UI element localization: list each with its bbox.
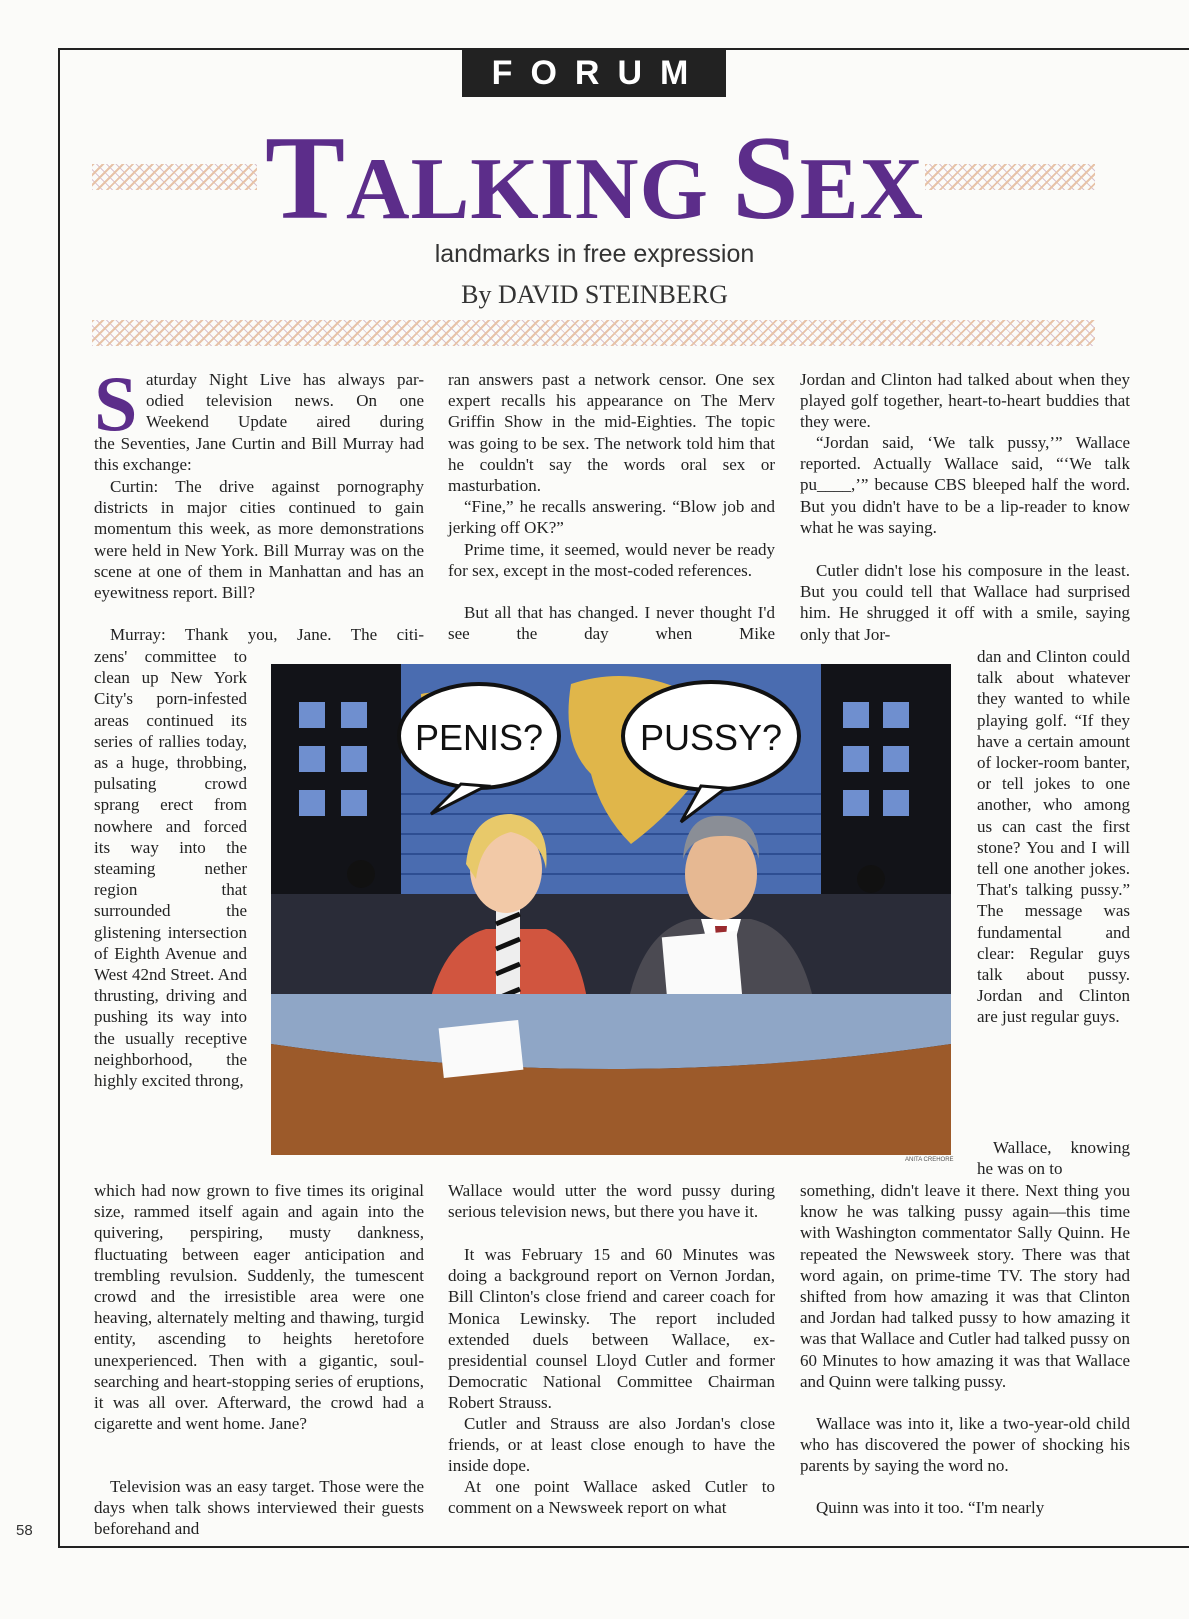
newsroom-background (271, 894, 951, 994)
illustration-credit: ANITA CREHORE (905, 1157, 954, 1163)
headline-initial-t: T (265, 111, 347, 244)
text-line: Weekend Update aired during (146, 412, 424, 432)
col3-paragraph-3-narrow: dan and Clinton could talk about whatever they wanted to while playing golf. “If they have a certain amount of locker-room banter, or tell jokes to one another, who among us can cast the first stone? You and I will tell one another jokes. That's talking pussy.” The message was fundamental and clear: Regular guys talk about pussy. Jordan and Clinton are just regular guys. (977, 647, 1130, 1027)
monitor-wall-right (821, 664, 951, 894)
background-worker-left (347, 860, 375, 888)
col1-paragraph-3a: Murray: Thank you, Jane. The citi- (110, 625, 424, 644)
col3-paragraph-3: Cutler didn't lose his composure in the least. But you could tell that Wallace had surprised him. He shrugged it off with a smile, saying only that Jor- (800, 561, 1130, 644)
col3-paragraph-4-narrow: Wallace, knowing he was on to (977, 1138, 1130, 1179)
background-worker-right (857, 865, 885, 893)
col2-paragraph-3: Prime time, it seemed, would never be ready for sex, except in the most-coded references. (448, 540, 775, 581)
col3-paragraph-2: “Jordan said, ‘We talk pussy,’” Wallace reported. Actually Wallace said, “‘We talk pu____,’” because CBS bleeped half the word. But you didn't have to be a lip-reader to know what he was saying. (800, 433, 1130, 537)
page-number: 58 (16, 1522, 33, 1539)
col1-intro-lines (146, 369, 424, 433)
col1-paragraph-1: the Seventies, Jane Curtin and Bill Murray had this exchange: (94, 434, 424, 475)
col2-paragraph-4: But all that has changed. I never thought I'd see the day when Mike (448, 603, 775, 644)
col2-paragraph-6: It was February 15 and 60 Minutes was doing a background report on Vernon Jordan, Bill Clinton's close friend and career coach for Monica Lewinsky. The report included extended duels between Wallace, ex-presidential counsel Lloyd Cutler and former Democratic National Committee Chairman Robert Strauss. (448, 1245, 775, 1413)
drop-cap: S (94, 360, 138, 447)
col2-paragraph-1: ran answers past a network censor. One sex expert recalls his appearance on The Merv Griffin Show in the mid-Eighties. The topic was going to be sex. The network told him that he couldn't say the words oral sex or masturbation. (448, 370, 775, 496)
speech-bubble-left-text: PENIS? (414, 717, 544, 758)
col3-paragraph-6: Quinn was into it too. “I'm nearly (816, 1498, 1045, 1517)
col1-paragraph-2: Curtin: The drive against pornography districts in major cities continued to gain momentum this week, as more demonstrations were held in New York. Bill Murray was on the scene at one of them in Manhattan and has an eyewitness report. Bill? (94, 477, 424, 603)
text-line: odied television news. On one (146, 391, 424, 411)
desk-paper (439, 1020, 524, 1078)
col1-paragraph-3-continued: which had now grown to five times its original size, rammed itself again and again into the quivering, perspiring, musty dankness, fluctuating between eager anticipation and trembling revulsion. Suddenly, the tumescent crowd and the irresistible area were one heaving, alternately melting and thawing, turgid entity, ascending to heights heretofore unexperienced. Then with a gigantic, soul-searching and heart-stopping series of eruptions, it was all over. Afterward, the crowd had a cigarette and went home. Jane? (94, 1181, 424, 1434)
col2-paragraph-7: Cutler and Strauss are also Jordan's close friends, or at least close enough to have the inside dope. (448, 1414, 775, 1476)
col2-paragraph-2: “Fine,” he recalls answering. “Blow job and jerking off OK?” (448, 497, 775, 538)
section-kicker: FORUM (462, 50, 726, 97)
headline (0, 111, 1189, 250)
headline-word-talking: ALKING (346, 141, 732, 238)
divider-rule (92, 320, 1095, 346)
col2-paragraph-8: At one point Wallace asked Cutler to comment on a Newsweek report on what (448, 1477, 775, 1518)
col1-paragraph-3-narrow: zens' committee to clean up New York City's porn-infested areas continued its series of rallies today, as a huge, throbbing, pulsating crowd sprang erect from nowhere and forced its way into the steaming nether region that surrounded the glistening intersection of Eighth Avenue and West 42nd Street. And thrusting, driving and pushing its way into the usually receptive neighborhood, the highly excited throng, (94, 647, 247, 1091)
monitor-wall-left (271, 664, 401, 894)
speech-bubble-right-text: PUSSY? (639, 717, 783, 758)
col2-paragraph-5: Wallace would utter the word pussy during serious television news, but there you have it. (448, 1181, 775, 1222)
text-line: aturday Night Live has always par- (146, 370, 424, 389)
col3-paragraph-5: Wallace was into it, like a two-year-old child who has discovered the power of shocking his parents by saying the word no. (800, 1414, 1130, 1476)
col3-paragraph-1: Jordan and Clinton had talked about when they played golf together, heart-to-heart buddies that they were. (800, 370, 1130, 432)
news-anchors-illustration (271, 664, 951, 1155)
illustration-svg (271, 664, 951, 1155)
col3-paragraph-4-continued: something, didn't leave it there. Next thing you know he was talking pussy again—this time with Washington commentator Sally Quinn. He repeated the Newsweek story. There was that word again, on prime-time TV. The story had shifted from how amazing it was that Clinton and Jordan had talked pussy to how amazing it was that Wallace and Cutler had talked pussy on 60 Minutes to how amazing it was that Wallace and Quinn were talking pussy. (800, 1181, 1130, 1391)
headline-initial-s: S (732, 111, 800, 244)
col1-paragraph-4: Television was an easy target. Those were the days when talk shows interviewed their guests beforehand and (94, 1477, 424, 1539)
byline: By DAVID STEINBERG (461, 280, 728, 309)
headline-word-ex: EX (799, 141, 924, 238)
subtitle: landmarks in free expression (434, 240, 755, 268)
